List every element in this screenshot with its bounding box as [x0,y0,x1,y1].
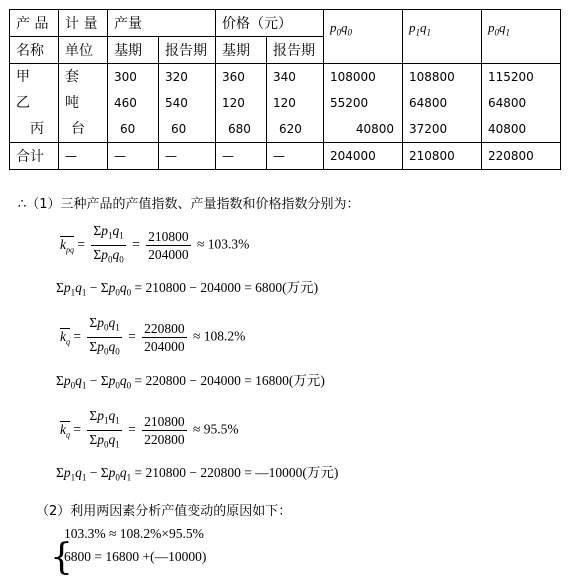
col-q1: 320 540 60 [159,64,216,143]
step2-text: （2）利用两因素分析产值变动的原因如下： [36,504,292,519]
col-units: 套 吨 台 [59,64,108,143]
kpq-sum-fraction: $\frac{\Sigma p_1q_1}{\Sigma p_0q_0}$ [93,223,124,265]
formula-diff-3: $\Sigma p_1q_1 - \Sigma p_0q_1 = 210800 - 220800$ = —10000(万元) [56,465,339,483]
kq-symbol: $k_q$ [60,328,70,347]
brace-icon: { [50,537,73,578]
total-p1q1: 210800 [403,143,482,170]
kp-sum-fraction: $\frac{\Sigma p_1q_1}{\Sigma p_0q_1}$ [89,408,120,450]
col-p1: 340 120 620 [267,64,324,143]
header-qty-report: 报告期 [159,37,216,64]
col-p1q1: 108800 64800 37200 [403,64,482,143]
total-dash: — [59,143,108,170]
total-p0q1: 220800 [482,143,561,170]
kp-symbol: $k_q$ [60,421,70,440]
header-product: 产 品 [10,10,59,37]
col-p0q1: 115200 64800 40800 [482,64,561,143]
header-p0q0: $p_0q_0$ [324,10,403,64]
total-dash: — [216,143,267,170]
formula-kpq: $k_{pq}$ = $\frac{\Sigma p_1q_1}{\Sigma p_0q_0}$ = $\frac{210800}{204000}$ ≈ 103.3% [60,222,249,268]
formula-kq: $k_q$ = $\frac{\Sigma p_0q_1}{\Sigma p_0q_0}$ = $\frac{220800}{204000}$ ≈ 108.2% [60,314,245,360]
header-price-report: 报告期 [267,37,324,64]
kpq-result: ≈ 103.3% [196,236,250,252]
header-qty-base: 基期 [108,37,159,64]
header-quantity: 产量 [108,10,216,37]
formula-diff-1: $\Sigma p_1q_1 - \Sigma p_0q_0 = 210800 - 204000 = 6800$(万元) [56,280,319,298]
header-price-base: 基期 [216,37,267,64]
kq-result: ≈ 108.2% [192,328,246,344]
formula-diff-2: $\Sigma p_0q_1 - \Sigma p_0q_0 = 220800 - 204000 = 16800$(万元) [56,373,325,391]
col-p0q0: 108000 55200 40800 [324,64,403,143]
formula-kp: $k_q$ = $\frac{\Sigma p_1q_1}{\Sigma p_0q_1}$ = $\frac{210800}{220800}$ ≈ 95.5% [60,407,239,453]
system-line-2: 6800 = 16800 +(—10000) [64,549,207,564]
kq-value-fraction: $\frac{220800}{204000}$ [144,320,185,354]
header-price: 价格（元） [216,10,324,37]
col-p0: 360 120 680 [216,64,267,143]
kq-sum-fraction: $\frac{\Sigma p_0q_1}{\Sigma p_0q_0}$ [89,315,120,357]
table-header-row-1 [10,10,561,37]
header-unit: 计 量 [59,10,108,37]
total-label: 合计 [10,143,59,170]
kpq-symbol: $k_{pq}$ [60,236,74,255]
kp-result: ≈ 95.5% [192,421,239,437]
header-p0q1: $p_0q_1$ [482,10,561,64]
table-total-row [10,143,561,170]
data-table [9,9,561,170]
header-unit-2: 单位 [59,37,108,64]
total-dash: — [267,143,324,170]
table-body-row [10,64,561,143]
intro-text: ∴（1）三种产品的产值指数、产量指数和价格指数分别为： [18,197,360,212]
col-names: 甲 乙 丙 [10,64,59,143]
kpq-value-fraction: $\frac{210800}{204000}$ [148,228,189,262]
total-p0q0: 204000 [324,143,403,170]
header-p1q1: $p_1q_1$ [403,10,482,64]
kp-value-fraction: $\frac{210800}{220800}$ [144,413,185,447]
col-q0: 300 460 60 [108,64,159,143]
system-line-1: 103.3% ≈ 108.2%×95.5% [64,526,204,541]
total-dash: — [108,143,159,170]
total-dash: — [159,143,216,170]
header-name: 名称 [10,37,59,64]
